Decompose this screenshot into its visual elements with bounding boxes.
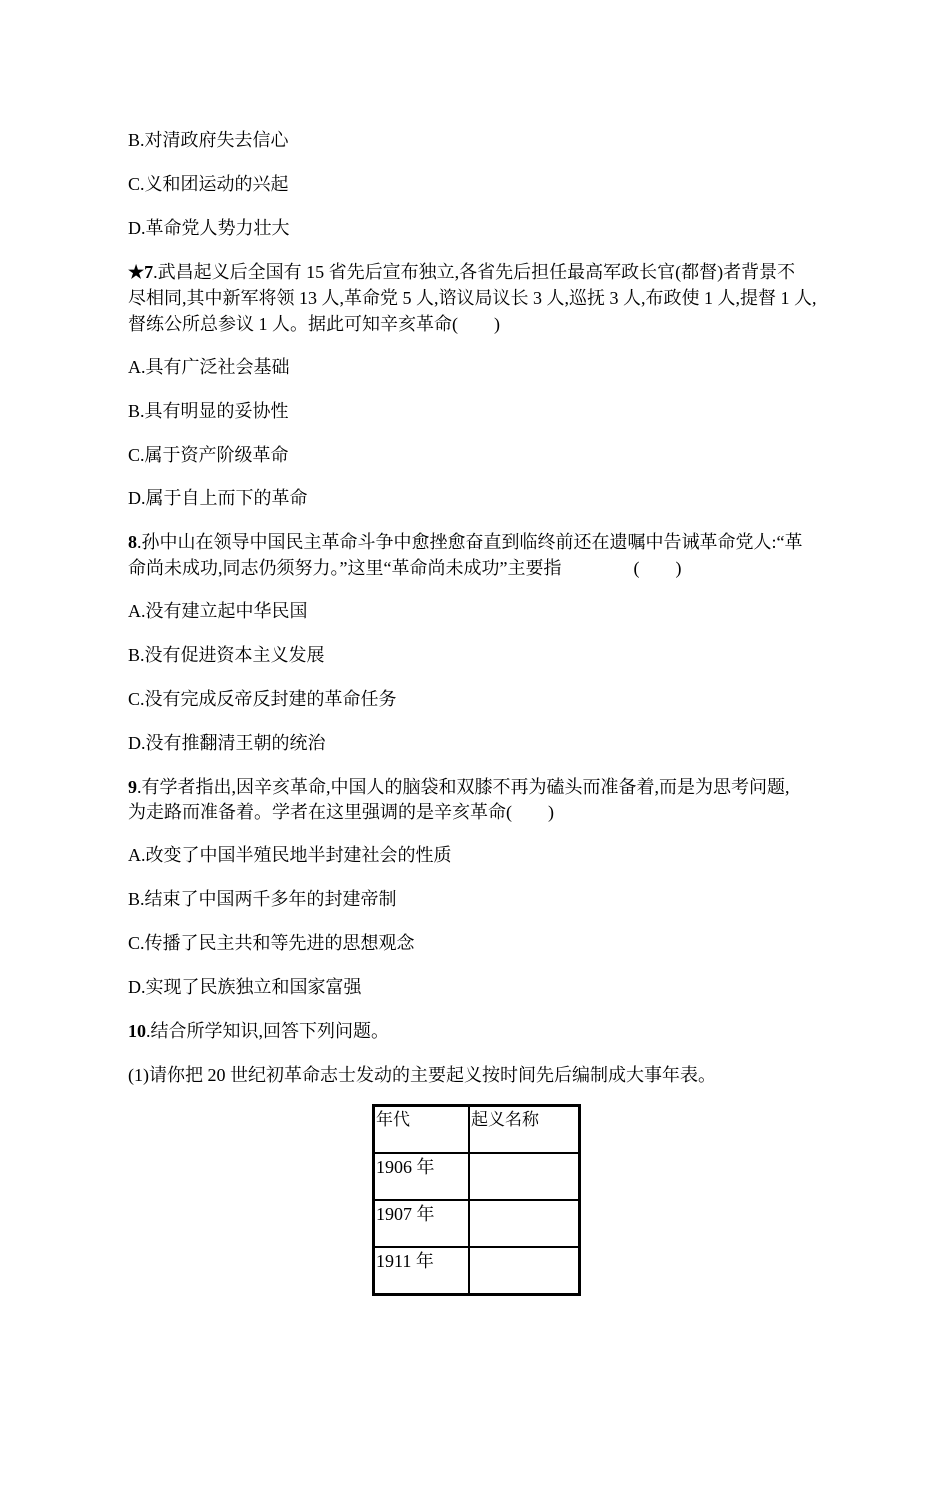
q8-text-line2: 命尚未成功,同志仍须努力。”这里“革命尚未成功”主要指 — [128, 558, 562, 578]
table-row — [374, 1200, 580, 1247]
q8-option-d: D.没有推翻清王朝的统治 — [128, 733, 326, 753]
table-cell-year: 1911 年 — [374, 1247, 470, 1295]
q10-sub1: (1)请你把 20 世纪初革命志士发动的主要起义按时间先后编制成大事年表。 — [128, 1065, 716, 1085]
table-row — [374, 1153, 580, 1200]
q8-option-a: A.没有建立起中华民国 — [128, 601, 308, 621]
table-cell-year: 1906 年 — [374, 1153, 470, 1200]
q7-option-c: C.属于资产阶级革命 — [128, 445, 289, 465]
table-header-year: 年代 — [374, 1106, 470, 1154]
q7-text-line1: .武昌起义后全国有 15 省先后宣布独立,各省先后担任最高军政长官(都督)者背景不 — [153, 262, 796, 282]
table-cell-year: 1907 年 — [374, 1200, 470, 1247]
q10-text: .结合所学知识,回答下列问题。 — [146, 1021, 389, 1041]
q7-stem-line3: 督练公所总参议 1 人。据此可知辛亥革命( ) — [128, 314, 500, 334]
q9-option-d: D.实现了民族独立和国家富强 — [128, 977, 362, 997]
table-header-row — [374, 1106, 580, 1154]
q7-stem-line1 — [128, 260, 795, 284]
q9-option-b: B.结束了中国两千多年的封建帝制 — [128, 889, 397, 909]
q9-stem-line1 — [128, 775, 790, 799]
table-cell-uprising-blank[interactable] — [469, 1153, 580, 1200]
q9-number: 9 — [128, 777, 137, 797]
q6-option-d: D.革命党人势力壮大 — [128, 218, 290, 238]
q9-stem-line2: 为走路而准备着。学者在这里强调的是辛亥革命( ) — [128, 802, 554, 822]
q9-text-line1: .有学者指出,因辛亥革命,中国人的脑袋和双膝不再为磕头而准备着,而是为思考问题, — [137, 777, 790, 797]
q9-option-c: C.传播了民主共和等先进的思想观念 — [128, 933, 415, 953]
q8-stem-line2 — [128, 556, 681, 580]
q6-option-c: C.义和团运动的兴起 — [128, 174, 289, 194]
table-row — [374, 1247, 580, 1295]
q7-option-d: D.属于自上而下的革命 — [128, 488, 308, 508]
table-header-uprising: 起义名称 — [469, 1106, 580, 1154]
q7-option-b: B.具有明显的妥协性 — [128, 401, 289, 421]
q8-number: 8 — [128, 532, 137, 552]
q8-answer-paren: ( ) — [633, 558, 682, 578]
q6-option-b: B.对清政府失去信心 — [128, 130, 289, 150]
q9-option-a: A.改变了中国半殖民地半封建社会的性质 — [128, 845, 452, 865]
q10-stem — [128, 1019, 389, 1043]
q8-option-c: C.没有完成反帝反封建的革命任务 — [128, 689, 397, 709]
q8-stem-line1 — [128, 530, 803, 554]
table-cell-uprising-blank[interactable] — [469, 1247, 580, 1295]
q7-number: ★7 — [128, 262, 154, 282]
events-timeline-table — [372, 1104, 581, 1296]
table-cell-uprising-blank[interactable] — [469, 1200, 580, 1247]
q8-text-line1: .孙中山在领导中国民主革命斗争中愈挫愈奋直到临终前还在遗嘱中告诫革命党人:“革 — [137, 532, 803, 552]
q10-number: 10 — [128, 1021, 146, 1041]
q7-option-a: A.具有广泛社会基础 — [128, 357, 290, 377]
q8-option-b: B.没有促进资本主义发展 — [128, 645, 325, 665]
q7-stem-line2: 尽相同,其中新军将领 13 人,革命党 5 人,谘议局议长 3 人,巡抚 3 人,布政使 1 人,提督 1 人, — [128, 288, 817, 308]
